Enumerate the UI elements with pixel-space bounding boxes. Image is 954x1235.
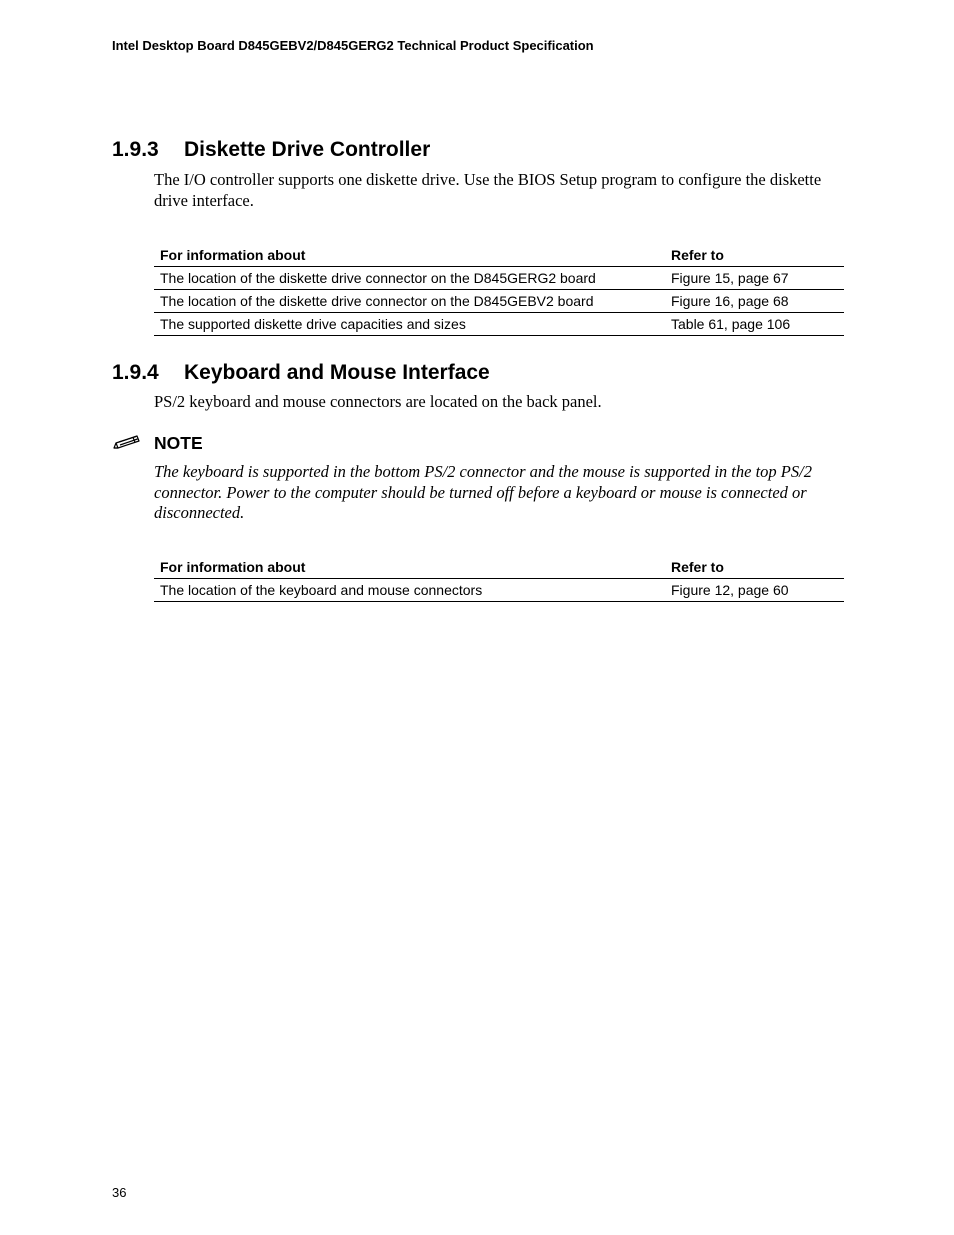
column-header: Refer to <box>665 556 844 579</box>
note-text: The keyboard is supported in the bottom PS/2 connector and the mouse is supported in the top PS/2 connector. Power to the computer should be turned off before a keyboard or mouse is connected or disconnected. <box>154 462 812 522</box>
pencil-note-icon <box>112 432 142 454</box>
table-row <box>154 267 844 290</box>
column-header: For information about <box>154 244 665 267</box>
column-header: Refer to <box>665 244 844 267</box>
note-label: NOTE <box>154 432 203 453</box>
table-cell: The location of the keyboard and mouse connectors <box>154 579 665 602</box>
table-cell: Figure 12, page 60 <box>665 579 844 602</box>
section-number: 1.9.4 <box>112 361 159 384</box>
diskette-paragraph: The I/O controller supports one diskette drive. Use the BIOS Setup program to configure the diskette drive interface. <box>154 170 822 210</box>
column-header: For information about <box>154 556 665 579</box>
table-cell: Figure 16, page 68 <box>665 290 844 313</box>
section-number: 1.9.3 <box>112 138 159 161</box>
section-heading-keyboard-mouse <box>112 360 490 386</box>
table-row <box>154 313 844 336</box>
keyboard-mouse-reference-table <box>154 556 844 602</box>
table-header-row <box>154 244 844 267</box>
section-title: Keyboard and Mouse Interface <box>184 361 490 384</box>
keyboard-mouse-paragraph: PS/2 keyboard and mouse connectors are located on the back panel. <box>154 392 602 411</box>
diskette-reference-table <box>154 244 844 336</box>
table-row <box>154 290 844 313</box>
table-header-row <box>154 556 844 579</box>
table-cell: Figure 15, page 67 <box>665 267 844 290</box>
table-row <box>154 579 844 602</box>
section-heading-diskette <box>112 137 430 163</box>
table-cell: The supported diskette drive capacities and sizes <box>154 313 665 336</box>
note-heading <box>112 430 203 456</box>
table-cell: Table 61, page 106 <box>665 313 844 336</box>
table-cell: The location of the diskette drive connector on the D845GEBV2 board <box>154 290 665 313</box>
section-title: Diskette Drive Controller <box>184 138 431 161</box>
page-number: 36 <box>112 1185 127 1200</box>
running-header: Intel Desktop Board D845GEBV2/D845GERG2 Technical Product Specification <box>112 38 594 53</box>
table-cell: The location of the diskette drive connector on the D845GERG2 board <box>154 267 665 290</box>
